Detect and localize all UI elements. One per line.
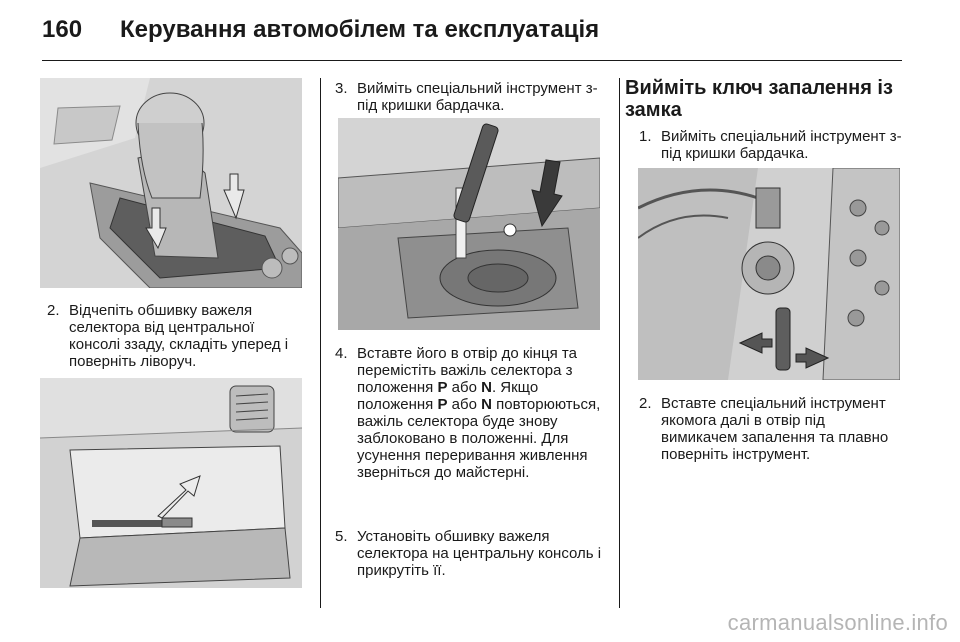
tool-insertion-illustration — [338, 118, 600, 330]
step-3-col2 — [335, 80, 605, 116]
step-5-col2 — [335, 528, 605, 582]
section-heading: Вийміть ключ запалення із замка — [625, 77, 893, 121]
step-number: 3. — [335, 80, 348, 97]
page-title: Керування автомобілем та експлуатація — [120, 16, 600, 43]
step-2-col1 — [47, 302, 302, 372]
step-number: 5. — [335, 528, 348, 545]
gear-selector-illustration — [40, 78, 302, 288]
column-divider-1 — [320, 78, 321, 608]
page-number: 160 — [42, 16, 83, 43]
step-text: Вийміть спеціальний інструмент з-під кришки бардачка. — [661, 128, 902, 162]
step-number: 4. — [335, 345, 348, 362]
step-number: 2. — [639, 395, 652, 412]
watermark: carmanualsonline.info — [727, 610, 948, 635]
page-header — [42, 14, 902, 54]
gear-position-n: N — [481, 379, 492, 396]
header-divider — [42, 60, 902, 61]
step-text-part: або — [447, 396, 482, 413]
step-text: Відчепіть обшивку важеля селектора від центральної консолі ззаду, складіть уперед і поверніть ліворуч. — [69, 302, 289, 370]
step-2-col3 — [639, 395, 904, 467]
gear-position-p: P — [437, 379, 448, 396]
step-text — [357, 345, 605, 481]
gear-position-p: P — [437, 396, 448, 413]
step-number: 2. — [47, 302, 60, 319]
step-1-col3 — [639, 128, 904, 164]
ignition-switch-illustration — [638, 168, 900, 380]
glovebox-illustration — [40, 378, 302, 588]
step-text: Вставте спеціальний інструмент якомога далі в отвір під вимикачем запалення та плавно поверніть інструмент. — [661, 395, 889, 463]
step-text-part: повторюються, важіль селектора буде знову заблоковано в положенні. Для усунення переривання живлення зверніться до майстерні. — [357, 396, 601, 481]
step-text-part: Вставте його в отвір до кінця та перемістіть важіль селектора з положення — [357, 345, 577, 396]
step-text: Установіть обшивку важеля селектора на центральну консоль і прикрутіть її. — [357, 528, 602, 579]
step-text-part: або — [447, 379, 482, 396]
step-4-col2 — [335, 345, 605, 523]
gear-position-n: N — [481, 396, 492, 413]
column-divider-2 — [619, 78, 620, 608]
step-text-part: . Якщо положення — [357, 379, 539, 413]
step-number: 1. — [639, 128, 652, 145]
step-text: Вийміть спеціальний інструмент з-під кришки бардачка. — [357, 80, 598, 114]
